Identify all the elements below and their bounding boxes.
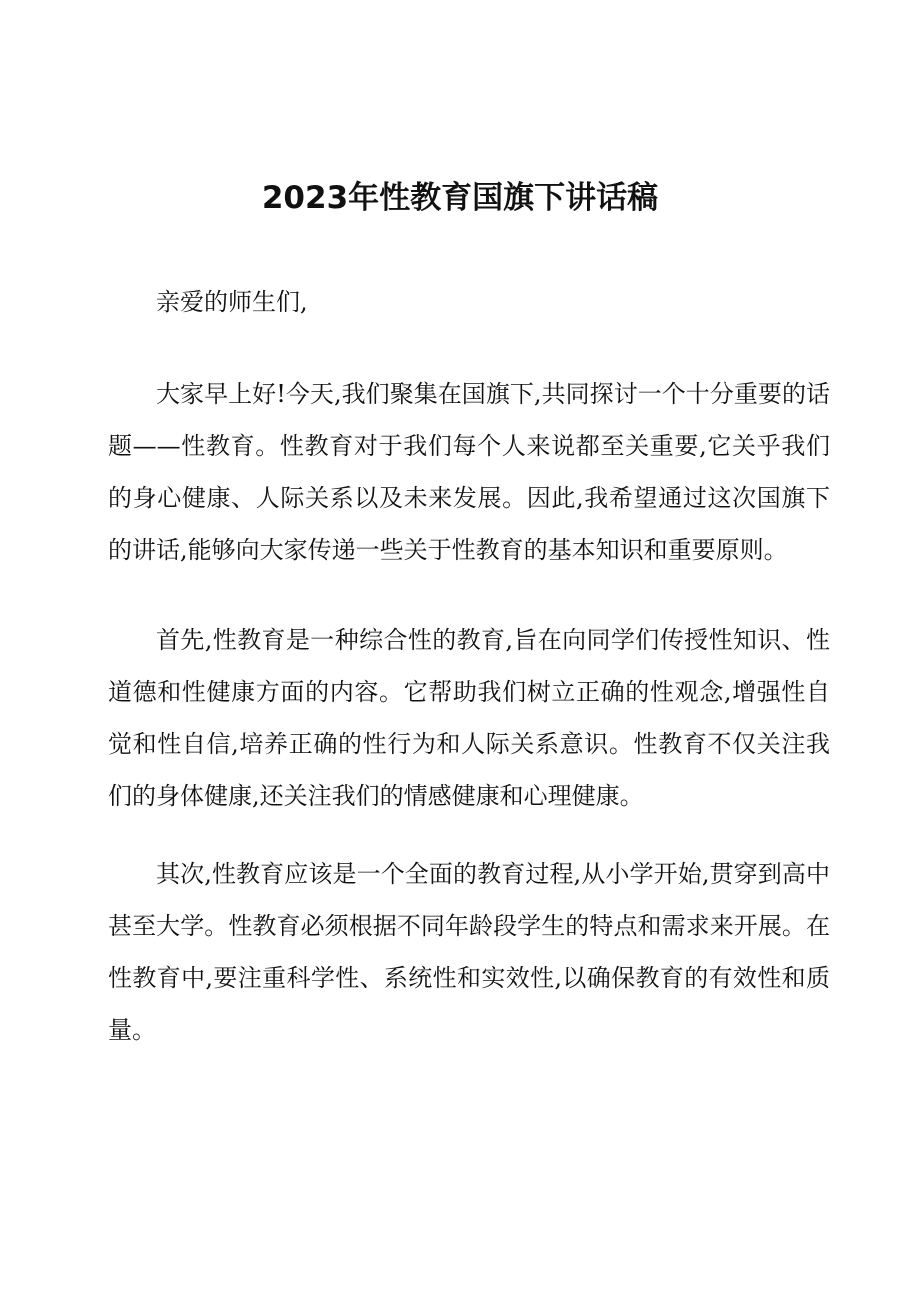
body-paragraph-3: 其次,性教育应该是一个全面的教育过程,从小学开始,贯穿到高中甚至大学。性教育必须根据不同年龄段学生的特点和需求来开展。在性教育中,要注重科学性、系统性和实效性,以确保教育的有效性和质量。: [108, 860, 830, 1044]
greeting-paragraph: 亲爱的师生们,: [156, 288, 308, 316]
body-paragraph-2: 首先,性教育是一种综合性的教育,旨在向同学们传授性知识、性道德和性健康方面的内容。它帮助我们树立正确的性观念,增强性自觉和性自信,培养正确的性行为和人际关系意识。性教育不仅关注我们的身体健康,还关注我们的情感健康和心理健康。: [108, 626, 830, 810]
document-title: 2023年性教育国旗下讲话稿: [261, 180, 659, 216]
body-paragraph-1: 大家早上好!今天,我们聚集在国旗下,共同探讨一个十分重要的话题——性教育。性教育对于我们每个人来说都至关重要,它关乎我们的身心健康、人际关系以及未来发展。因此,我希望通过这次国旗下的讲话,能够向大家传递一些关于性教育的基本知识和重要原则。: [108, 380, 830, 564]
